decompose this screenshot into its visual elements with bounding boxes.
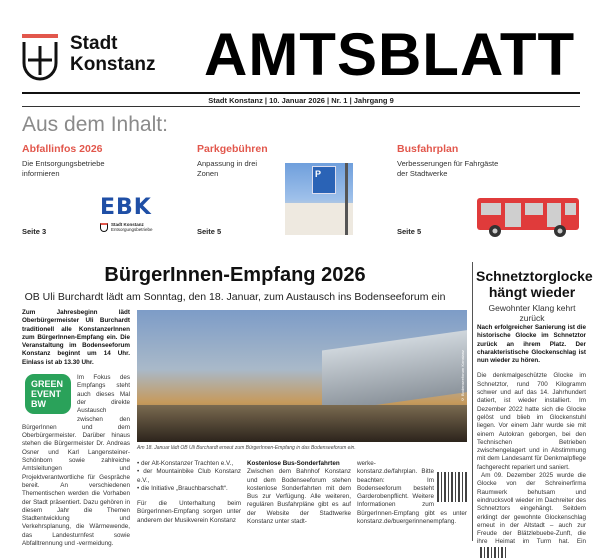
city-name: [70, 33, 156, 75]
qr-code[interactable]: [480, 547, 508, 558]
teaser-page: Seite 5: [197, 227, 222, 236]
divider: [22, 92, 580, 94]
green-event-badge: GREEN EVENT BW: [25, 374, 71, 414]
bodenseeforum-photo: [137, 310, 467, 442]
main-article-title: BürgerInnen-Empfang 2026: [104, 264, 366, 286]
masthead: AMTSBLATT: [204, 21, 576, 88]
qr-code[interactable]: [437, 472, 467, 502]
bus-icon: [475, 196, 585, 238]
main-article-lead: Zum Jahresbeginn lädt Oberbürgermeister Uli Burchardt traditionell alle KonstanzerInnen zum BürgerInnen-Empfang ein. Die Veranstaltung im Bodenseeforum Konstanz beginnt um 14 Uhr. Einlass ist ab 13.30 Uhr.: [22, 309, 130, 366]
main-article-col2: [137, 460, 241, 525]
teaser-page: Seite 3: [22, 227, 47, 236]
teaser-heading: Busfahrplan: [397, 143, 459, 155]
city-line-1: Stadt: [70, 33, 118, 54]
ebk-logo-text: EBK: [100, 195, 152, 220]
ebk-logo: [100, 197, 172, 232]
teaser-desc: Verbesserungen für Fahrgäste der Stadtwerke: [397, 159, 499, 178]
sidebar-lead: Nach erfolgreicher Sanierung ist die historische Glocke im Schnetztor zurück an ihrem Platz. Der charakteristische Glockenschlag ist nun wieder zu hören.: [477, 324, 586, 365]
teaser-parken[interactable]: [197, 143, 277, 179]
teaser-page: Seite 5: [397, 227, 422, 236]
city-line-2: Konstanz: [70, 54, 156, 75]
teaser-bus[interactable]: [397, 143, 527, 179]
main-article-col3: [247, 460, 351, 526]
teaser-heading: Parkgebühren: [197, 143, 268, 155]
photo-credit: © Bodenseeforum Konstanz: [460, 350, 465, 403]
sidebar-body: Die denkmalgeschützte Glocke im Schnetztor, rund 700 Kilogramm schwer und auf das 14. Jahrhundert datiert, ist wieder installiert. Im Dezember 2022 hatte sich die Glocke gelöst und blieb im Glockenstuhl liegen. Vor einem Jahr wurde sie mit einem Autokran geborgen, bei den Technischen Betrieben zwischengelagert und in Abstimmung mit dem Landesamt für Denkmalpflege fachgerecht repariert und saniert.: [477, 372, 586, 471]
teaser-abfall[interactable]: [22, 143, 142, 179]
main-article-body: Im Fokus des Empfangs steht auch dieses Mal der direkte Austausch zwischen den BürgerInnen und dem Oberbürgermeister. Darüber hinaus stehen die Bürgermeister Dr. Andreas Osner und Karl Langensteiner-Schönborn sowie zahlreiche Amtsleitungen und Projektverantwortliche für Gespräche bereit. An verschiedenen Thementischen werden die Vorhaben der Stadt präsentiert. Dazu gehören in diesem Jahr die Themen Stadtentwicklung und Verkehrsplanung, die Wärmewende, das Landesturnfest sowie Abfalltrennung und -vermeidung.: [22, 374, 130, 548]
main-article-col1: [22, 309, 130, 548]
sidebar-title: Schnetztorglocke hängt wieder: [476, 268, 593, 300]
coat-of-arms-icon: [22, 41, 58, 81]
coat-of-arms-icon: [100, 223, 108, 232]
sidebar-subtitle: Gewohnter Klang kehrt zurück: [488, 303, 576, 323]
sidebar-article: [477, 324, 586, 558]
ebk-line1: Stadt Konstanz: [111, 222, 144, 227]
teaser-desc: Die Entsorgungsbetriebe informieren: [22, 159, 105, 178]
logo-red-bar: [22, 34, 58, 38]
main-article-subtitle: OB Uli Burchardt lädt am Sonntag, den 18. Januar, zum Austausch ins Bodenseeforum ein: [24, 291, 446, 303]
parking-sign-icon: P: [312, 166, 336, 194]
contents-title: Aus dem Inhalt:: [22, 113, 168, 136]
teaser-desc: Anpassung in drei Zonen: [197, 159, 258, 178]
main-article-body: Für die Unterhaltung beim BürgerInnen-Empfang sorgen unter anderem der Musikverein Konstanz: [137, 500, 241, 524]
sidebar-body: Am 09. Dezember 2025 wurde die Glocke von der Schreinerfirma Raumwerk behutsam und eindrucksvoll wieder im Dachreiter des Schnetztors eingehängt. Seitdem erklingt der gewohnte Glockenschlag erneut in der Altstadt – auch zur Freude der Blätzlebuebe-Zunft, die ihre Heimat im Turm hat. Ein: [477, 472, 586, 546]
divider: [22, 106, 580, 107]
list-item: • der Alt-Konstanzer Trachten e.V.,: [137, 460, 234, 467]
list-item: • der Mountainbike Club Konstanz e.V.,: [137, 468, 241, 484]
column-divider: [472, 262, 473, 541]
bus-text: Zwischen dem Bahnhof Konstanz und dem Bodenseeforum stehen kostenlose Sonderfahrten mit dem Bus zur Verfügung. Alle weiteren, regulären Busfahrpläne gibt es auf der Website der Stadtwerke Konstanz unter stadt-: [247, 468, 351, 526]
sidebar-body-wrap: [477, 472, 586, 558]
bus-heading: Kostenlose Bus-Sonderfahrten: [247, 460, 340, 467]
parking-photo: [285, 163, 353, 235]
issue-line: Stadt Konstanz | 10. Januar 2026 | Nr. 1 | Jahrgang 9: [208, 96, 394, 105]
main-article-col4: [357, 460, 467, 526]
teaser-heading: Abfallinfos 2026: [22, 143, 103, 155]
photo-caption: Am 18. Januar lädt OB Uli Burchardt erneut zum BürgerInnen-Empfang in das Bodenseeforum ein.: [137, 445, 356, 451]
ebk-line2: Entsorgungsbetriebe: [111, 227, 153, 232]
main-article-body: werke-konstanz.de/fahrplan. Bitte beachten: Im Bodenseeforum besteht Garderobenpflicht. Weitere Informationen zum BürgerInnen-Empfang gibt es unter konstanz.de/buergerinnenempfang.: [357, 460, 467, 526]
list-item: • die Initiative „Brauchbarschaft“.: [137, 484, 228, 492]
